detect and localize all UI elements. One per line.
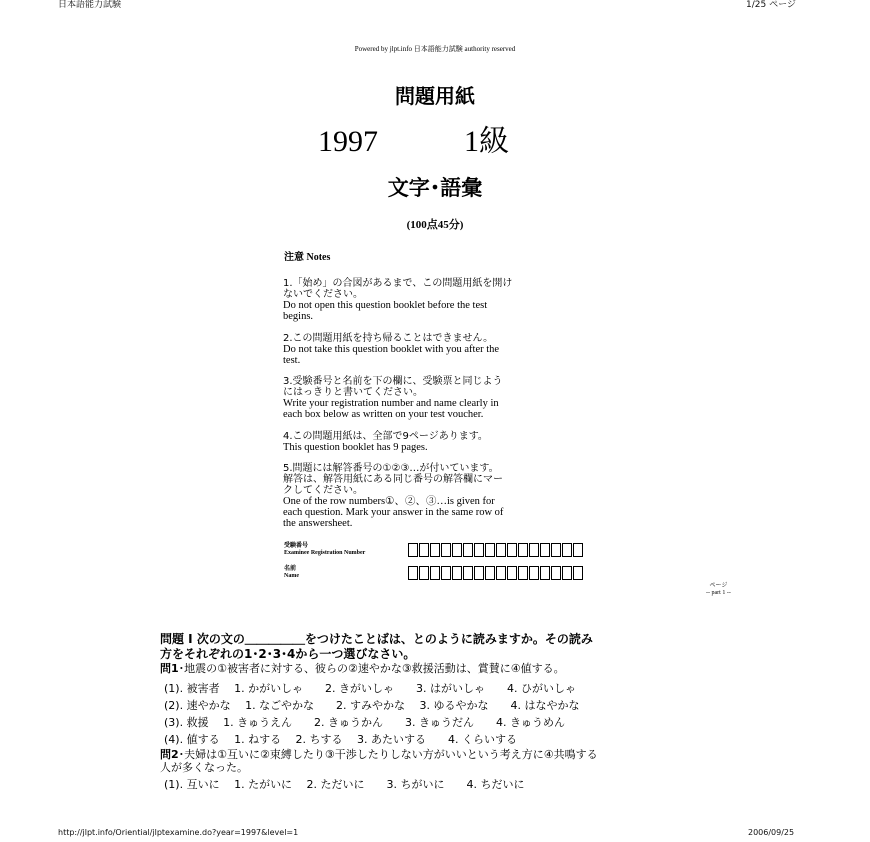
entry-box — [540, 566, 550, 580]
exam-year: 1997 — [318, 125, 378, 158]
entry-box — [441, 543, 451, 557]
question-2-option-row: (1). 互いに 1. たがいに 2. ただいに 3. ちがいに 4. ちだいに — [164, 778, 525, 791]
entry-box — [551, 566, 561, 580]
entry-box — [463, 566, 473, 580]
entry-box — [408, 566, 418, 580]
entry-box — [441, 566, 451, 580]
entry-box — [573, 543, 583, 557]
question-instruction-line: 方をそれぞれの1･2･3･4から一つ選びなさい。 — [160, 647, 416, 661]
question-2-text: ･夫婦は①互いに②束縛したり③干渉したりしない方がいいという考え方に④共鳴する — [178, 748, 598, 761]
question-2-stem — [160, 748, 598, 774]
entry-box — [507, 543, 517, 557]
print-header-title: 日本語能力試験 — [58, 0, 122, 10]
entry-box — [496, 543, 506, 557]
entry-box — [529, 566, 539, 580]
print-header-page: 1/25 ページ — [746, 0, 796, 10]
note-2 — [283, 333, 603, 366]
note-en-line: each question. Mark your answer in the same row of — [283, 507, 504, 518]
note-jp-line: クしてください。 — [283, 485, 363, 496]
entry-box — [551, 543, 561, 557]
entry-box — [518, 566, 528, 580]
name-boxes — [408, 566, 584, 580]
note-jp-line: にはっきりと書いてください。 — [283, 387, 423, 398]
note-1 — [283, 278, 603, 322]
name-label-en: Name — [284, 573, 299, 579]
note-5 — [283, 463, 603, 529]
note-4 — [283, 431, 603, 453]
entry-box — [529, 543, 539, 557]
print-footer-date: 2006/09/25 — [748, 828, 795, 837]
entry-box — [562, 566, 572, 580]
entry-box — [452, 543, 462, 557]
note-3 — [283, 376, 603, 420]
question-1-option-row: (4). 値する 1. ねする 2. ちする 3. あたいする 4. くらいする — [164, 733, 518, 746]
exam-level: 1級 — [464, 125, 509, 158]
note-en-line: This question booklet has 9 pages. — [283, 442, 428, 453]
question-1-text: ･地震の①被害者に対する、彼らの②速やかな③救援活動は、賞賛に④値する。 — [178, 662, 565, 675]
notes-heading: 注意 Notes — [284, 252, 331, 263]
page-marker-label: ページ — [709, 583, 728, 589]
print-footer-url: http://jlpt.info/Oriential/jlptexamine.do?year=1997&level=1 — [58, 828, 299, 837]
page-marker-part: -- part 1 -- — [706, 590, 731, 596]
note-jp-line: 4.この問題用紙は、全部で9ページあります。 — [283, 431, 488, 442]
note-en-line: Do not open this question booklet before the test — [283, 300, 488, 311]
entry-box — [430, 543, 440, 557]
entry-box — [430, 566, 440, 580]
name-label — [284, 566, 299, 580]
registration-number-boxes — [408, 543, 584, 557]
entry-box — [452, 566, 462, 580]
question-2-label: 問2 — [160, 748, 179, 761]
note-en-line: Do not take this question booklet with you after the — [283, 344, 500, 355]
note-jp-line: 1.「始め」の合図があるまで、この問題用紙を開け — [283, 278, 513, 289]
entry-box — [463, 543, 473, 557]
question-1-label: 問1 — [160, 662, 179, 675]
name-label-jp: 名前 — [284, 566, 297, 572]
question-1-stem — [160, 662, 565, 675]
entry-box — [518, 543, 528, 557]
question-1-option-row: (3). 救援 1. きゅうえん 2. きゅうかん 3. きゅうだん 4. きゅうめん — [164, 716, 566, 729]
note-en-line: One of the row numbers①、②、③…is given for — [283, 496, 495, 507]
page-title: 問題用紙 — [395, 84, 475, 108]
entry-box — [485, 566, 495, 580]
entry-box — [540, 543, 550, 557]
note-en-line: begins. — [283, 311, 314, 322]
registration-label-jp: 受験番号 — [284, 543, 309, 549]
question-2-text-cont: 人が多くなった。 — [160, 761, 248, 774]
note-jp-line: ないでください。 — [283, 289, 363, 300]
entry-box — [496, 566, 506, 580]
entry-box — [419, 543, 429, 557]
note-en-line: the answersheet. — [283, 518, 353, 529]
entry-box — [562, 543, 572, 557]
note-en-line: Write your registration number and name clearly in — [283, 398, 499, 409]
note-en-line: test. — [283, 355, 301, 366]
entry-box — [408, 543, 418, 557]
registration-label — [284, 543, 365, 557]
subject-title: 文字･語彙 — [387, 176, 483, 200]
year-level-line — [318, 116, 509, 160]
note-jp-line: 2.この問題用紙を持ち帰ることはできません。 — [283, 333, 494, 344]
page-marker — [706, 583, 731, 597]
entry-box — [419, 566, 429, 580]
note-jp-line: 3.受験番号と名前を下の欄に、受験票と同じよう — [283, 376, 503, 387]
question-instruction — [160, 632, 593, 662]
registration-label-en: Examinee Registration Number — [284, 550, 366, 556]
entry-box — [485, 543, 495, 557]
note-jp-line: 解答は、解答用紙にある同じ番号の解答欄にマー — [283, 474, 503, 485]
question-instruction-line: 問題 I 次の文の＿＿＿＿＿をつけたことばは、とのように読みますか。その読み — [160, 632, 593, 646]
note-en-line: each box below as written on your test voucher. — [283, 409, 484, 420]
points-time: (100点45分) — [406, 219, 464, 231]
question-1-option-row: (1). 被害者 1. かがいしゃ 2. きがいしゃ 3. はがいしゃ 4. ひがいしゃ — [164, 682, 577, 695]
entry-box — [507, 566, 517, 580]
powered-by-line: Powered by jlpt.info 日本語能力試験 authority reserved — [354, 45, 516, 53]
entry-box — [573, 566, 583, 580]
entry-box — [474, 543, 484, 557]
note-jp-line: 5.問題には解答番号の①②③…が付いています。 — [283, 463, 499, 474]
entry-box — [474, 566, 484, 580]
question-1-option-row: (2). 速やかな 1. なごやかな 2. すみやかな 3. ゆるやかな 4. はなやかな — [164, 699, 580, 712]
